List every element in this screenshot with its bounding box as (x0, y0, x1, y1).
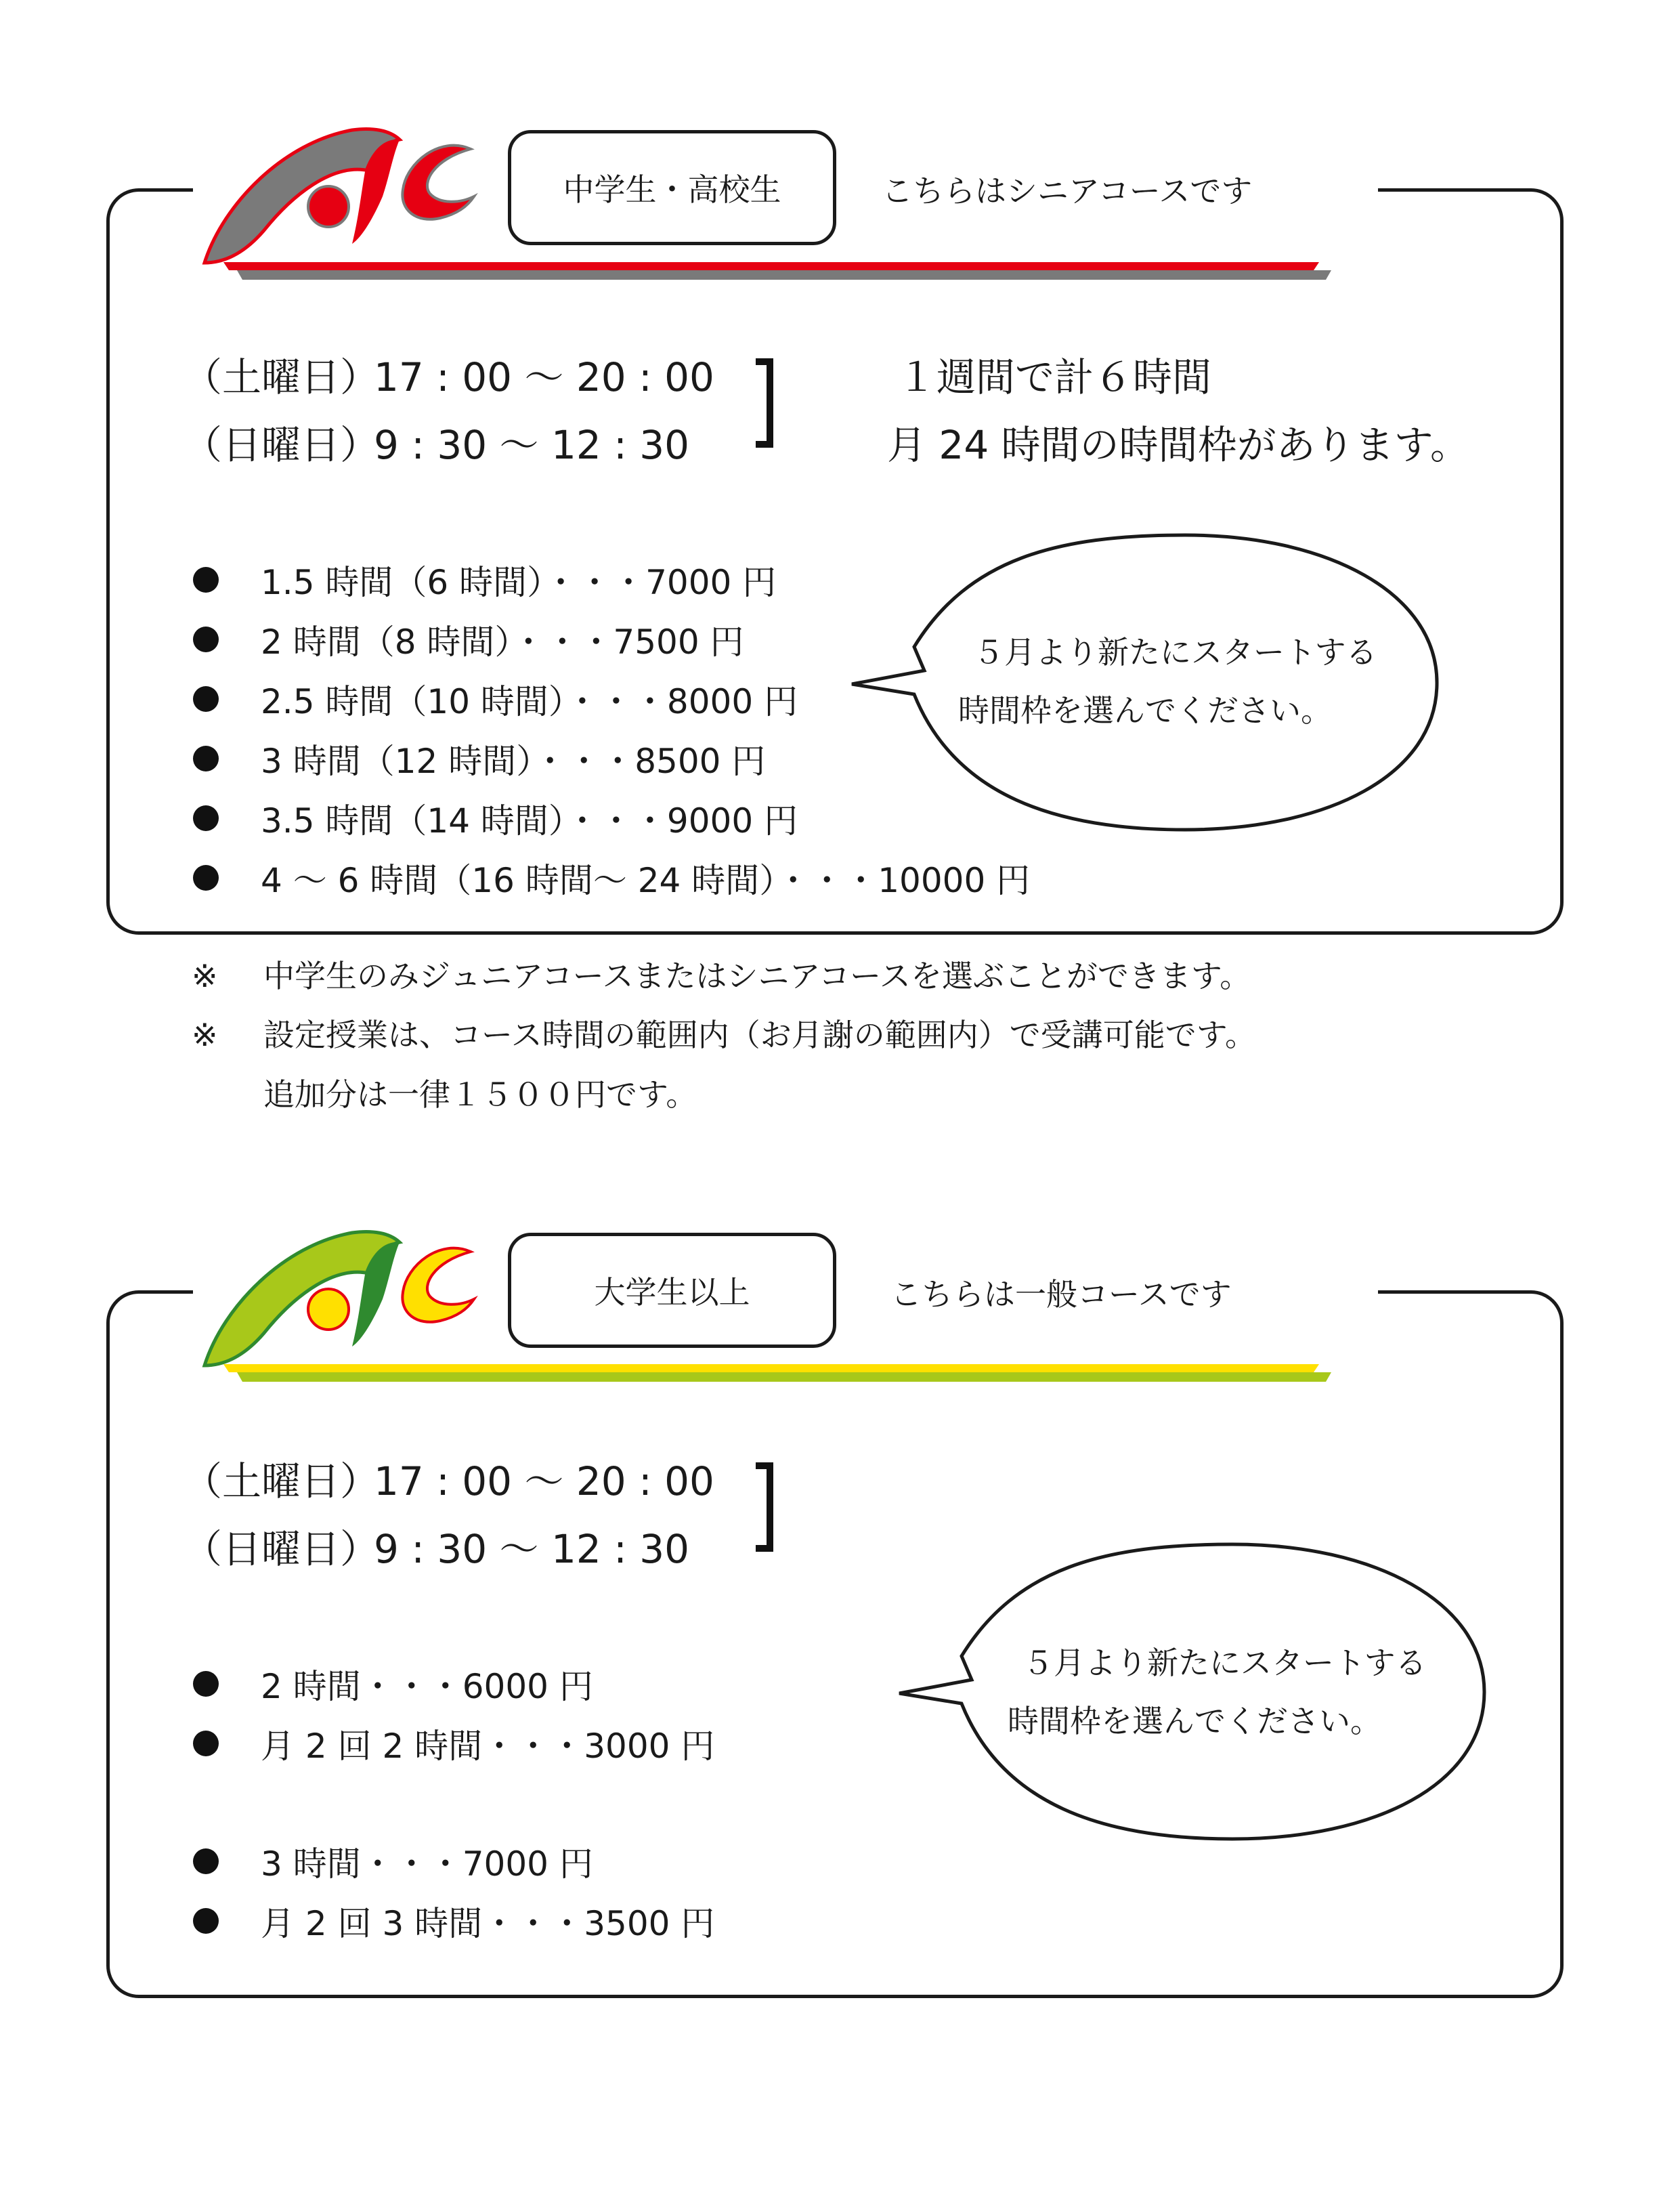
general-logo-icon (196, 1218, 481, 1374)
bubble-line: 時間枠を選んでください。 (958, 692, 1332, 729)
note-text: 設定授業は、コース時間の範囲内（お月謝の範囲内）で受講可能です。 (263, 1017, 1257, 1053)
bullet-icon (193, 627, 219, 652)
general-bubble-text (1008, 1634, 1427, 1750)
senior-monthly-hours: 月 24 時間の時間枠があります。 (887, 422, 1470, 468)
list-item (193, 853, 1030, 902)
general-schedule-sunday (183, 1517, 689, 1574)
schedule-bracket-icon (753, 1460, 780, 1554)
bubble-line: ５月より新たにスタートする (1022, 1645, 1427, 1681)
general-accent-bar (223, 1363, 1334, 1383)
price-text: 3 時間・・・7000 円 (261, 1844, 593, 1884)
senior-schedule-sunday (183, 413, 689, 470)
bubble-line: 時間枠を選んでください。 (1008, 1703, 1381, 1739)
schedule-day: （日曜日） (183, 1526, 380, 1572)
senior-schedule-saturday (183, 345, 714, 402)
schedule-day: （土曜日） (183, 354, 380, 400)
senior-bubble-text (958, 623, 1377, 740)
note-mark: ※ (192, 958, 218, 994)
general-course-title: こちらは一般コースです (890, 1276, 1232, 1313)
note-extra-fee: 追加分は一律１５００円です。 (263, 1076, 697, 1113)
senior-logo-icon (196, 115, 481, 271)
senior-course-title: こちらはシニアコースです (882, 173, 1253, 209)
list-item (193, 734, 765, 783)
note-set-lessons (192, 1011, 1256, 1055)
list-item (193, 555, 776, 604)
list-item (193, 1897, 714, 1945)
senior-weekly-hours: １週間で計６時間 (897, 354, 1212, 400)
general-target-label: 大学生以上 (594, 1274, 750, 1311)
list-item (193, 1659, 593, 1708)
schedule-time: 17 : 00 〜 20 : 00 (374, 1458, 714, 1504)
list-item (193, 1837, 593, 1886)
general-target-tag (508, 1233, 836, 1348)
senior-target-label: 中学生・高校生 (563, 171, 781, 208)
list-item (193, 615, 744, 664)
price-text: 2.5 時間（10 時間）・・・8000 円 (261, 682, 798, 721)
bubble-line: ５月より新たにスタートする (973, 634, 1377, 671)
list-item (193, 1719, 714, 1768)
schedule-time: 17 : 00 〜 20 : 00 (374, 354, 714, 400)
bullet-icon (193, 686, 219, 712)
note-text: 中学生のみジュニアコースまたはシニアコースを選ぶことができます。 (263, 958, 1251, 994)
price-text: 2 時間・・・6000 円 (261, 1667, 593, 1706)
price-text: 3.5 時間（14 時間）・・・9000 円 (261, 801, 798, 841)
bullet-icon (193, 865, 219, 891)
senior-accent-bar (223, 261, 1334, 281)
bullet-icon (193, 1848, 219, 1874)
bullet-icon (193, 1731, 219, 1756)
general-schedule-saturday (183, 1449, 714, 1506)
price-text: 月 2 回 2 時間・・・3000 円 (261, 1727, 715, 1766)
schedule-time: 9 : 30 〜 12 : 30 (374, 1526, 690, 1572)
price-text: 1.5 時間（6 時間）・・・7000 円 (261, 563, 777, 602)
list-item (193, 675, 798, 723)
schedule-time: 9 : 30 〜 12 : 30 (374, 422, 690, 468)
schedule-day: （土曜日） (183, 1458, 380, 1504)
bullet-icon (193, 805, 219, 831)
schedule-day: （日曜日） (183, 422, 380, 468)
bullet-icon (193, 1908, 219, 1934)
list-item (193, 794, 798, 843)
note-mark: ※ (192, 1017, 218, 1053)
bullet-icon (193, 746, 219, 771)
bullet-icon (193, 1671, 219, 1697)
schedule-bracket-icon (753, 356, 780, 450)
price-text: 4 〜 6 時間（16 時間〜 24 時間）・・・10000 円 (261, 861, 1031, 900)
note-junior-option (192, 952, 1251, 996)
price-text: 3 時間（12 時間）・・・8500 円 (261, 742, 766, 781)
price-text: 月 2 回 3 時間・・・3500 円 (261, 1904, 715, 1943)
senior-target-tag (508, 130, 836, 245)
bullet-icon (193, 567, 219, 593)
price-text: 2 時間（8 時間）・・・7500 円 (261, 622, 744, 662)
